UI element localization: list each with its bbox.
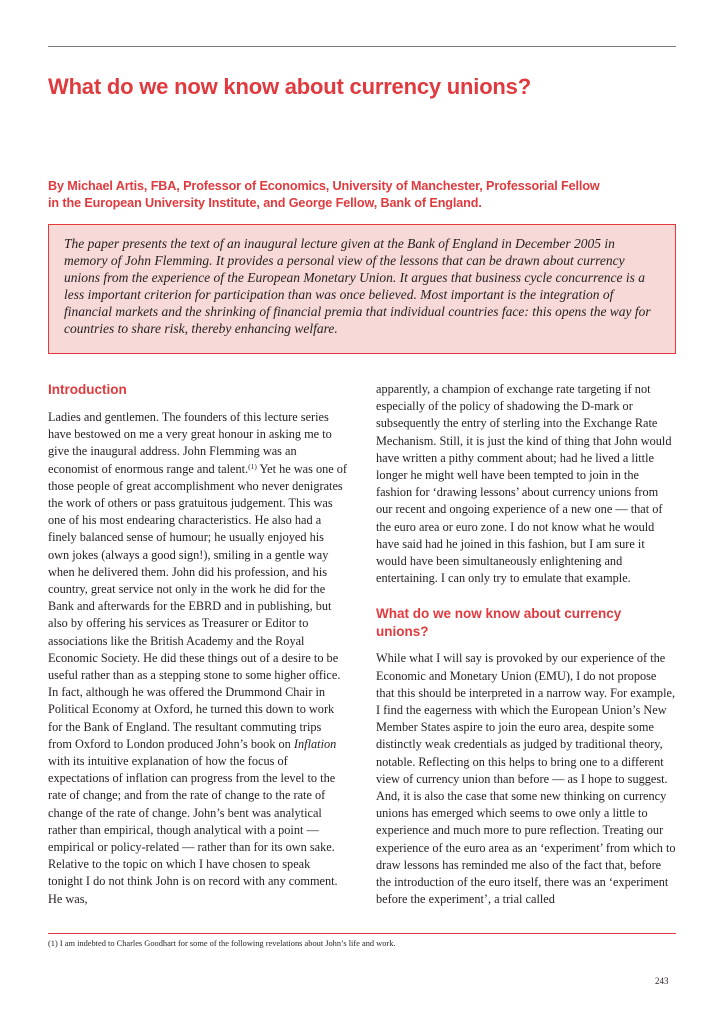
continued-paragraph: apparently, a champion of exchange rate targeting if not especially of the policy of shadowing the D-mark or subsequently the entry of sterling into the Exchange Rate Mechanism. Still, it is just the kind of thing that John would have written a pithy comment about; had he lived a little longer he might well have been tempted to join in the fashion for ‘drawing lessons’ about currency unions from our recent and ongoing experience of a new one — that of the euro area or euro zone. I do not know what he would have said had he joined in this fashion, but I am sure it would have been simultaneously enlightening and entertaining. I can only try to emulate that example.	[376, 382, 672, 586]
section-heading-introduction: Introduction	[48, 382, 127, 397]
byline-line-2: in the European University Institute, and George Fellow, Bank of England.	[48, 196, 482, 210]
top-rule	[48, 46, 676, 47]
introduction-paragraph	[48, 409, 348, 908]
abstract-box	[48, 224, 676, 354]
currency-unions-paragraph: While what I will say is provoked by our experience of the Economic and Monetary Union (EMU), I do not propose that this should be interpreted in a narrow way. For example, I find the eagerness with which the European Union’s New Member States aspire to join the euro area, despite some distinctly weak credentials as judged by traditional theory, notable. Reflecting on this helps to bring one to a different view of currency union than before — as I hope to suggest. And, it is also the case that some new thinking on currency unions has emerged which seems to owe only a little to experience and much more to pure reflection. Treating our experience of the euro area as an ‘experiment’ from which to draw lessons has reminded me also of the fact that, before the introduction of the euro itself, there was an ‘experiment before the experiment’, a trial called	[376, 651, 676, 907]
book-title: Inflation	[293, 736, 337, 751]
intro-text-c: with its intuitive explanation of how the focus of expectations of inflation can progress from the level to the rate of change; and from the rate of change to the rate of change of the rate of change. John’s bent was analytical rather than empirical, though analytical with a point — empirical or policy-related — rather than for its own sake. Relative to the topic on which I have chosen to speak tonight I do not think John is on record with any comment. He was,	[48, 754, 338, 906]
author-byline	[48, 178, 688, 212]
footnote-rule	[48, 933, 676, 934]
page-title: What do we now know about currency unions?	[48, 74, 531, 99]
right-column	[376, 381, 676, 908]
abstract-text: The paper presents the text of an inaugural lecture given at the Bank of England in December 2005 in memory of John Flemming. It provides a personal view of the lessons that can be drawn about currency unions from the experience of the European Monetary Union. It argues that business cycle concurrence is a less important criterion for participation than was once believed. Most important is the integration of financial markets and the shrinking of financial premia that individual countries face: this opens the way for countries to share risk, thereby enhancing welfare.	[64, 236, 651, 336]
section-heading-currency-unions: What do we now know about currency unions?	[376, 606, 622, 640]
page-number: 243	[655, 976, 669, 986]
byline-line-1: By Michael Artis, FBA, Professor of Economics, University of Manchester, Professorial Fellow	[48, 179, 600, 193]
intro-text-b: Yet he was one of those people of great accomplishment who never denigrates the work of others or pass gratuitous judgement. This was one of his most endearing characteristics. He also had a finely balanced sense of humour; he usually enjoyed his own jokes (always a good sign!), smiling in a gentle way when he delivered them. John did his profession, and his country, great service not only in the work he did for the Bank and afterwards for the EBRD and in publishing, but also by offering his services as Treasurer or Editor to associations like the British Academy and the Royal Economic Society. He did these things out of a desire to be useful rather than as a stepping stone to some higher office. In fact, although he was offered the Drummond Chair in Political Economy at Oxford, he turned this down to work for the Bank of England. The resultant commuting trips from Oxford to London produced John’s book on	[48, 461, 348, 751]
footnote-marker: (1)	[248, 461, 257, 471]
left-column	[48, 380, 348, 908]
footnote: (1) I am indebted to Charles Goodhart for some of the following revelations about John’s life and work.	[48, 939, 396, 948]
intro-text-a: Ladies and gentlemen. The founders of this lecture series have bestowed on me a very great honour in asking me to give the inaugural address. John Flemming was an economist of enormous range and talent.	[48, 410, 332, 476]
